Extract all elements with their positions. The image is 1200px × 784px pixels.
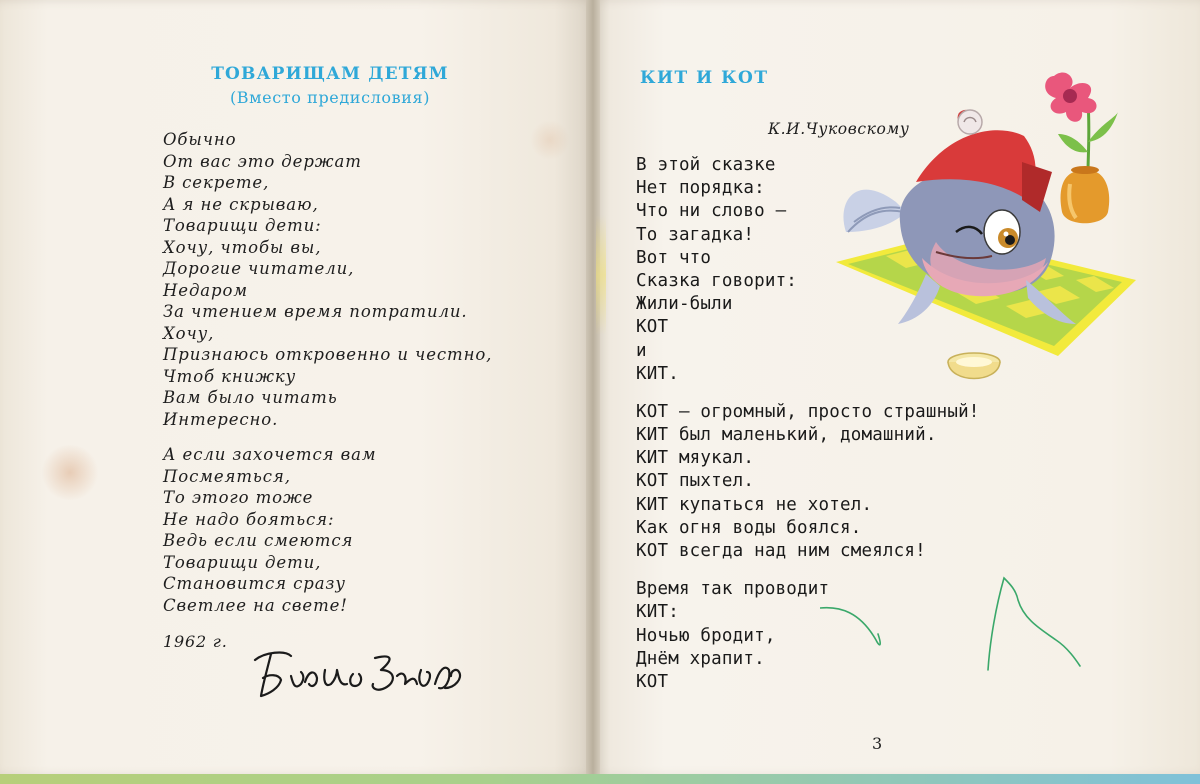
poem-line: Время так проводит: [636, 579, 830, 600]
preface-poem: [163, 129, 492, 616]
flower-icon: [1045, 73, 1118, 224]
poem-line: Ночью бродит,: [636, 625, 776, 646]
poem-line: Недаром: [163, 280, 248, 300]
dedication: К.И.Чуковскому: [768, 120, 910, 138]
poem-line: За чтением время потратили.: [163, 302, 468, 321]
poem-line: То загадка!: [636, 224, 755, 245]
page-edge-tint: [596, 215, 606, 335]
poem-line: Товарищи дети:: [163, 216, 322, 235]
poem-line: Вам было читать: [163, 388, 338, 407]
poem-line: Вот что: [636, 247, 712, 268]
poem-line: Что ни слово —: [636, 201, 787, 222]
poem-line: КОТ пыхтел.: [636, 471, 755, 492]
poem-line: КОТ — огромный, просто страшный!: [636, 401, 980, 422]
poem-line: КИТ мяукал.: [636, 448, 755, 469]
whale-in-nightcap-illustration: [826, 62, 1146, 402]
poem-line: КОТ всегда над ним смеялся!: [636, 541, 926, 561]
poem-line: А я не скрываю,: [163, 194, 319, 214]
poem-stanza-2: [636, 401, 980, 563]
book-cover-edge: [0, 774, 1200, 784]
poem-line: Посмеяться,: [163, 466, 291, 486]
poem-line: КИТ.: [636, 363, 679, 384]
poem-line: Становится сразу: [163, 574, 346, 593]
poem-line: Интересно.: [163, 409, 279, 429]
poem-line: КОТ: [636, 671, 669, 692]
poem-line: В секрете,: [163, 173, 270, 192]
poem-line: Светлее на свете!: [163, 595, 348, 615]
poem-line: От вас это держат: [163, 151, 362, 171]
left-page-subtitle: (Вместо предисловия): [229, 88, 431, 107]
book-spine-gutter: [586, 0, 600, 776]
green-pen-scribble: [820, 570, 1090, 680]
author-signature: [245, 640, 475, 710]
poem-line: Как огня воды боялся.: [636, 517, 862, 538]
poem-line: В этой сказке: [636, 155, 776, 175]
poem-line: Ведь если смеются: [163, 531, 354, 550]
poem-line: Днём храпит.: [636, 648, 765, 669]
poem-line: Чтоб книжку: [163, 366, 297, 386]
poem-line: Дорогие читатели,: [163, 259, 355, 278]
poem-line: То этого тоже: [163, 488, 314, 507]
poem-line: Хочу,: [163, 323, 215, 343]
preface-year: 1962 г.: [163, 632, 228, 651]
poem-line: и: [636, 340, 647, 361]
poem-line: Нет порядка:: [636, 178, 765, 199]
poem-line: Не надо бояться:: [163, 509, 335, 529]
paper-stain: [40, 445, 100, 500]
bowl-icon: [948, 353, 1000, 379]
page-number: 3: [872, 734, 883, 753]
poem-line: Признаюсь откровенно и честно,: [163, 345, 493, 364]
poem-line: Сказка говорит:: [636, 270, 798, 291]
left-page-title: ТОВАРИЩАМ ДЕТЯМ: [211, 64, 449, 84]
paper-stain: [530, 120, 570, 160]
poem-line: КИТ был маленький, домашний.: [636, 425, 937, 446]
poem-line: Жили-были: [636, 294, 733, 315]
poem-line: КИТ купаться не хотел.: [636, 494, 873, 515]
preface-stanza-2: [163, 444, 492, 616]
preface-stanza-1: [163, 129, 492, 430]
poem-line: КОТ: [636, 317, 669, 338]
poem-line: Обычно: [163, 130, 237, 149]
poem-line: КИТ:: [636, 602, 679, 623]
poem-line: Хочу, чтобы вы,: [163, 237, 322, 257]
poem-line: Товарищи дети,: [163, 552, 322, 572]
poem-line: А если захочется вам: [163, 445, 377, 464]
left-page: [0, 0, 596, 776]
right-page-title: КИТ И КОТ: [640, 68, 769, 88]
